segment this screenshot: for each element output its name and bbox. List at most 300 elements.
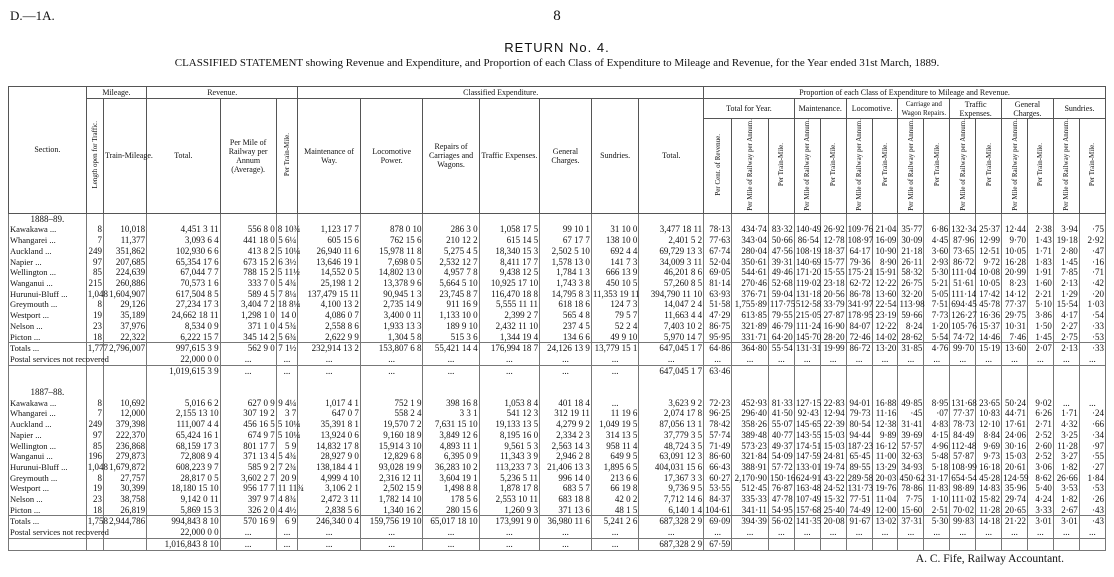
table-cell: ...: [540, 354, 592, 365]
table-cell: 270·46: [732, 278, 769, 289]
table-cell: 1·71: [1027, 246, 1053, 257]
table-cell: 2,944,786: [103, 516, 146, 527]
table-cell: 556 8 0: [220, 224, 276, 235]
table-cell: 589 4 5: [220, 289, 276, 300]
table-cell: ...: [846, 354, 872, 365]
table-cell: 10·08: [976, 267, 1002, 278]
section-name: Wanganui ...: [9, 278, 87, 289]
table-cell: 67·74: [704, 246, 732, 257]
table-cell: 29·74: [1002, 494, 1028, 505]
table-cell: 515 3 6: [423, 332, 479, 343]
table-cell: 394,790 11 10: [639, 289, 704, 300]
table-cell: [86, 213, 103, 224]
table-cell: 618 18 6: [540, 299, 592, 310]
table-cell: 10·05: [976, 278, 1002, 289]
table-cell: 4 8¾: [276, 494, 298, 505]
table-row: [9, 419, 1106, 430]
table-cell: 46·79: [768, 321, 794, 332]
table-cell: 673 15 2: [220, 257, 276, 268]
table-cell: 87·96: [950, 235, 976, 246]
table-cell: [276, 213, 298, 224]
table-cell: [704, 213, 732, 224]
table-cell: [794, 213, 820, 224]
table-cell: [732, 376, 769, 387]
table-cell: 2·38: [1027, 224, 1053, 235]
table-cell: 19,570 7 2: [360, 419, 423, 430]
table-cell: ...: [704, 354, 732, 365]
table-row: [9, 267, 1106, 278]
table-cell: ...: [820, 527, 846, 538]
table-cell: [1053, 538, 1079, 550]
table-cell: ...: [220, 538, 276, 550]
table-cell: 12·10: [976, 419, 1002, 430]
col-gen-per-train: Per Train-Mile.: [1027, 119, 1053, 214]
table-cell: 48 1 5: [591, 505, 639, 516]
table-cell: 2,399 2 7: [479, 310, 539, 321]
table-cell: [1002, 387, 1028, 398]
table-cell: 3,602 2 7: [220, 473, 276, 484]
table-cell: 11,343 3 9: [479, 451, 539, 462]
table-cell: 72·23: [704, 398, 732, 409]
table-cell: 38,758: [103, 494, 146, 505]
table-cell: 4 4½: [276, 505, 298, 516]
table-cell: 11 11¾: [277, 483, 305, 494]
table-cell: 441 18 0: [220, 235, 276, 246]
table-cell: 23,745 8 7: [423, 289, 479, 300]
table-cell: 55·54: [768, 343, 794, 354]
section-name: Wellington ...: [9, 441, 87, 452]
table-cell: 13,779 15 1: [591, 343, 639, 354]
table-cell: 57·72: [768, 462, 794, 473]
table-cell: 1,933 13 3: [360, 321, 423, 332]
table-cell: 53·55: [704, 483, 732, 494]
table-cell: 48,724 3 5: [639, 441, 704, 452]
table-cell: [820, 213, 846, 224]
table-cell: 99 10 1: [540, 224, 592, 235]
table-cell: 64·20: [768, 332, 794, 343]
table-cell: 4,957 7 8: [423, 267, 479, 278]
table-cell: [732, 213, 769, 224]
table-cell: [147, 387, 220, 398]
table-cell: 1·71: [1053, 408, 1079, 419]
table-cell: 647,045 1 7: [639, 365, 704, 376]
table-cell: 9,736 9 5: [639, 483, 704, 494]
table-cell: 64·86: [704, 343, 732, 354]
table-cell: 5·30: [924, 267, 950, 278]
table-cell: 138 10 0: [591, 235, 639, 246]
table-cell: 5·40: [1027, 483, 1053, 494]
table-cell: ·43: [1079, 516, 1105, 527]
table-cell: 2·13: [1053, 278, 1079, 289]
table-cell: 57·74: [704, 430, 732, 441]
col-carr-per-train: Per Train-Mile.: [924, 119, 950, 214]
table-cell: 398 16 8: [423, 398, 479, 409]
table-cell: 1,260 9 3: [479, 505, 539, 516]
table-cell: [898, 376, 924, 387]
table-cell: 113·98: [899, 299, 925, 310]
table-cell: 89·55: [846, 462, 872, 473]
table-cell: 694·45: [951, 299, 977, 310]
table-cell: 207,685: [103, 257, 146, 268]
table-cell: [103, 538, 146, 550]
table-cell: 18,340 15 3: [479, 246, 539, 257]
table-cell: 9·73: [976, 451, 1002, 462]
table-cell: 34·93: [898, 462, 924, 473]
table-cell: 615 14 5: [479, 235, 539, 246]
table-cell: 51·61: [950, 278, 976, 289]
table-cell: [950, 376, 976, 387]
table-cell: ...: [276, 538, 298, 550]
table-cell: 2·52: [1027, 451, 1053, 462]
table-cell: ...: [704, 527, 732, 538]
table-row: [9, 483, 1106, 494]
table-cell: 26,819: [103, 505, 146, 516]
table-cell: 1·60: [1027, 278, 1053, 289]
group-proportion: Proportion of each Class of Expenditure to Mileage and Revenue.: [704, 87, 1106, 99]
grand-total-row: [9, 365, 1106, 376]
table-cell: 19,133 13 5: [479, 419, 539, 430]
table-cell: 8·95: [924, 398, 950, 409]
table-cell: 512·45: [732, 483, 769, 494]
table-cell: 6,395 0 9: [423, 451, 479, 462]
table-cell: 15,914 3 10: [360, 441, 423, 452]
table-cell: ·54: [1079, 310, 1105, 321]
table-cell: 4,279 9 2: [540, 419, 592, 430]
table-cell: 4·17: [1053, 310, 1079, 321]
section-name: [9, 365, 87, 376]
table-cell: ...: [950, 354, 976, 365]
table-cell: 67 17 7: [540, 235, 592, 246]
table-cell: 15·37: [976, 321, 1002, 332]
table-row: [9, 332, 1106, 343]
table-cell: [976, 365, 1002, 376]
table-cell: 50·66: [768, 235, 794, 246]
table-cell: ...: [591, 538, 639, 550]
table-cell: ...: [276, 354, 298, 365]
table-cell: 27·87: [820, 310, 846, 321]
table-cell: 6,222 15 7: [147, 332, 220, 343]
table-cell: 69·09: [704, 516, 732, 527]
table-cell: 20·03: [872, 473, 898, 484]
table-cell: 6 9: [276, 516, 298, 527]
table-cell: [794, 538, 820, 550]
table-cell: 16·88: [872, 398, 898, 409]
table-cell: 434·74: [732, 224, 769, 235]
table-cell: 98·89: [950, 483, 976, 494]
col-maintenance-of-way: Maintenance of Way.: [298, 99, 361, 214]
table-cell: 9,160 18 9: [360, 430, 423, 441]
table-cell: 49·46: [768, 267, 794, 278]
table-cell: 96·25: [704, 408, 732, 419]
table-cell: 137,479 15 11: [298, 289, 361, 300]
table-cell: 5 6¼: [276, 235, 298, 246]
table-cell: 335·33: [732, 494, 769, 505]
group-expenditure: Classified Expenditure.: [298, 87, 704, 99]
table-cell: 11·28: [1053, 441, 1079, 452]
col-sund-per-train: Per Train-Mile.: [1079, 119, 1105, 214]
table-cell: 5 4¾: [276, 278, 298, 289]
table-cell: 80·54: [846, 419, 872, 430]
table-cell: 570 16 9: [220, 516, 276, 527]
table-cell: [1027, 538, 1053, 550]
table-cell: 6,140 1 4: [639, 505, 704, 516]
table-cell: 15·55: [820, 267, 846, 278]
table-cell: [976, 213, 1002, 224]
table-cell: [820, 365, 846, 376]
table-cell: 8,534 0 9: [147, 321, 220, 332]
section-name: Postal services not recovered: [10, 353, 109, 364]
table-cell: 117·75: [769, 299, 796, 310]
table-cell: 57·87: [950, 451, 976, 462]
table-cell: [298, 376, 361, 387]
table-cell: [1002, 365, 1028, 376]
table-cell: ...: [276, 365, 298, 376]
table-cell: [768, 213, 794, 224]
table-cell: 91·67: [846, 516, 872, 527]
table-cell: 1·10: [924, 494, 950, 505]
table-cell: 111,007 4 4: [147, 419, 220, 430]
table-cell: 65,017 18 10: [423, 516, 479, 527]
table-cell: 16·12: [872, 441, 898, 452]
table-cell: ...: [732, 527, 769, 538]
table-cell: ...: [298, 527, 361, 538]
table-cell: 956 17 7: [220, 483, 276, 494]
table-cell: 1,123 17 7: [298, 224, 361, 235]
table-cell: [1002, 376, 1028, 387]
table-cell: 2·51: [924, 505, 950, 516]
table-cell: 26·75: [898, 278, 924, 289]
table-cell: 25,198 1 2: [298, 278, 361, 289]
table-cell: 18·37: [820, 246, 846, 257]
table-cell: 132·34: [951, 224, 977, 235]
table-cell: 14·83: [976, 483, 1002, 494]
table-cell: ·24: [1079, 408, 1105, 419]
col-sundries: Sundries.: [591, 99, 639, 214]
table-cell: 19·74: [820, 462, 846, 473]
table-cell: 159,756 19 10: [360, 516, 423, 527]
table-cell: 7·85: [1053, 267, 1079, 278]
table-cell: [479, 213, 539, 224]
table-cell: 321·84: [732, 451, 769, 462]
table-cell: 2·67: [1053, 505, 1079, 516]
table-cell: 12·22: [872, 278, 898, 289]
group-general: General Charges.: [1002, 99, 1054, 119]
table-cell: ·45: [898, 408, 924, 419]
table-cell: 397 9 7: [220, 494, 276, 505]
table-cell: 22·83: [820, 398, 846, 409]
table-cell: 371 13 6: [540, 505, 592, 516]
table-cell: ...: [479, 527, 539, 538]
table-cell: [86, 387, 103, 398]
table-cell: ·27: [1079, 462, 1105, 473]
table-cell: 23·18: [820, 278, 846, 289]
col-length-open: Length open for Traffic.: [86, 99, 103, 214]
table-cell: 153,807 6 8: [360, 343, 423, 354]
table-cell: 4·45: [924, 235, 950, 246]
table-cell: ...: [1053, 527, 1079, 538]
table-cell: ...: [220, 365, 276, 376]
table-cell: 15·03: [1002, 451, 1028, 462]
table-cell: ...: [820, 354, 846, 365]
table-cell: 52·04: [704, 257, 732, 268]
table-cell: [820, 376, 846, 387]
table-cell: 6 3½: [276, 257, 298, 268]
table-cell: [976, 376, 1002, 387]
table-cell: 452·93: [732, 398, 769, 409]
table-cell: 23: [86, 494, 103, 505]
section-name: Greymouth ...: [9, 299, 87, 310]
table-cell: 1,340 16 2: [360, 505, 423, 516]
table-cell: ·26: [1079, 494, 1105, 505]
col-per-train-mile: Per Train-Mile.: [768, 119, 794, 214]
table-cell: [86, 376, 103, 387]
table-cell: 58·32: [898, 267, 924, 278]
col-traf-per-mile: Per Mile of Railway per Annum.: [950, 119, 976, 214]
col-repairs: Repairs of Carriages and Wagons.: [423, 99, 479, 214]
table-cell: 19·18: [1053, 235, 1079, 246]
table-cell: 20·99: [1002, 267, 1028, 278]
table-cell: 7 2¾: [276, 462, 298, 473]
table-cell: 1,755·89: [732, 299, 769, 310]
section-name: Totals ...: [9, 343, 87, 354]
table-cell: 1,133 10 0: [423, 310, 479, 321]
section-name: Kawakawa ...: [9, 224, 87, 235]
col-general-charges: General Charges.: [540, 99, 592, 214]
table-cell: 2·21: [1027, 289, 1053, 300]
col-train-mileage: Train-Mileage.: [103, 99, 146, 214]
table-cell: 3·94: [1053, 224, 1079, 235]
table-cell: ...: [846, 527, 872, 538]
table-row: [9, 430, 1106, 441]
table-cell: 62·72: [846, 278, 872, 289]
table-cell: 55·07: [768, 419, 794, 430]
table-cell: 16·28: [1002, 257, 1028, 268]
table-cell: 22,000 0 0: [147, 354, 220, 365]
table-cell: 131·68: [951, 397, 977, 408]
table-cell: 17,367 3 3: [639, 473, 704, 484]
table-cell: 13·29: [872, 462, 898, 473]
table-cell: 126·27: [951, 310, 977, 321]
table-cell: 26·66: [1053, 473, 1079, 484]
table-cell: 31·17: [924, 473, 950, 484]
table-cell: 236,868: [103, 441, 146, 452]
table-cell: 3,604 19 1: [423, 473, 479, 484]
table-cell: [898, 213, 924, 224]
table-cell: [103, 527, 146, 538]
table-cell: 119·02: [795, 277, 821, 288]
table-cell: 55,421 14 4: [423, 343, 479, 354]
table-cell: [220, 213, 276, 224]
table-cell: 99·70: [950, 343, 976, 354]
table-cell: 11,353 19 11: [592, 288, 640, 299]
table-cell: [846, 387, 872, 398]
table-cell: 2,502 15 9: [360, 483, 423, 494]
table-cell: [103, 387, 146, 398]
table-cell: 8,195 16 0: [479, 430, 539, 441]
table-cell: 14·46: [976, 332, 1002, 343]
table-cell: 5·10: [1027, 299, 1053, 310]
table-cell: 608,223 9 7: [147, 462, 220, 473]
table-cell: 1,053 8 4: [479, 398, 539, 409]
table-cell: 111·02: [951, 494, 977, 505]
table-cell: 2,558 8 6: [298, 321, 361, 332]
table-cell: 573·23: [732, 441, 769, 452]
table-cell: 12·00: [872, 505, 898, 516]
table-cell: 878 0 10: [360, 224, 423, 235]
table-cell: [820, 538, 846, 550]
table-cell: 394·39: [732, 516, 769, 527]
table-cell: 40·77: [768, 430, 794, 441]
table-cell: ...: [898, 354, 924, 365]
table-cell: 163·48: [795, 483, 822, 494]
table-cell: 59·66: [898, 310, 924, 321]
col-revenue-total: Total.: [147, 99, 220, 214]
table-cell: 232,914 13 2: [298, 343, 361, 354]
table-cell: [846, 365, 872, 376]
table-cell: 150·16: [769, 472, 796, 483]
table-cell: 401 18 4: [540, 398, 592, 409]
table-cell: 213 6 6: [591, 473, 639, 484]
table-cell: 8 10¾: [277, 224, 301, 235]
table-cell: 351,862: [103, 246, 146, 257]
table-cell: 389·48: [732, 430, 769, 441]
table-cell: 143·55: [795, 429, 822, 440]
table-row: [9, 408, 1106, 419]
table-cell: 36,283 10 2: [423, 462, 479, 473]
table-cell: ·42: [1079, 278, 1105, 289]
table-cell: 9·69: [976, 441, 1002, 452]
table-cell: 5,869 15 3: [147, 505, 220, 516]
table-cell: 44·71: [1002, 408, 1028, 419]
table-cell: 17·42: [976, 289, 1002, 300]
table-cell: 280 15 6: [423, 505, 479, 516]
table-cell: 18 8¼: [277, 299, 301, 310]
table-cell: 1,895 6 5: [591, 462, 639, 473]
table-cell: [1053, 365, 1079, 376]
table-cell: 13,378 9 6: [360, 278, 423, 289]
table-cell: [103, 354, 146, 365]
table-cell: [732, 387, 769, 398]
table-cell: 1,058 17 5: [479, 224, 539, 235]
table-cell: 307 19 2: [220, 408, 276, 419]
table-cell: ...: [794, 527, 820, 538]
table-cell: 1·83: [1027, 257, 1053, 268]
table-cell: 22,000 0 0: [147, 527, 220, 538]
table-cell: ...: [479, 365, 539, 376]
table-cell: 1,049 19 5: [591, 419, 639, 430]
table-cell: 647,045 1 7: [639, 343, 704, 354]
table-cell: [1002, 213, 1028, 224]
table-cell: 1,878 17 8: [479, 483, 539, 494]
table-cell: [872, 387, 898, 398]
table-cell: 11 19 6: [591, 408, 639, 419]
table-cell: 215·05: [795, 310, 822, 321]
table-cell: ·16: [1079, 257, 1105, 268]
table-cell: 541 12 3: [479, 408, 539, 419]
table-cell: 260,886: [103, 278, 146, 289]
table-row: [9, 321, 1106, 332]
table-cell: 32·63: [898, 451, 924, 462]
table-cell: 7: [86, 408, 103, 419]
table-cell: 86·54: [794, 235, 820, 246]
table-cell: 4,086 0 7: [298, 310, 361, 321]
table-cell: [732, 365, 769, 376]
table-cell: 13,646 19 1: [298, 257, 361, 268]
table-cell: 456 16 5: [220, 419, 276, 430]
table-cell: 280·04: [732, 246, 769, 257]
table-cell: 562 9 0: [220, 343, 276, 354]
section-name: Totals ...: [9, 516, 87, 527]
